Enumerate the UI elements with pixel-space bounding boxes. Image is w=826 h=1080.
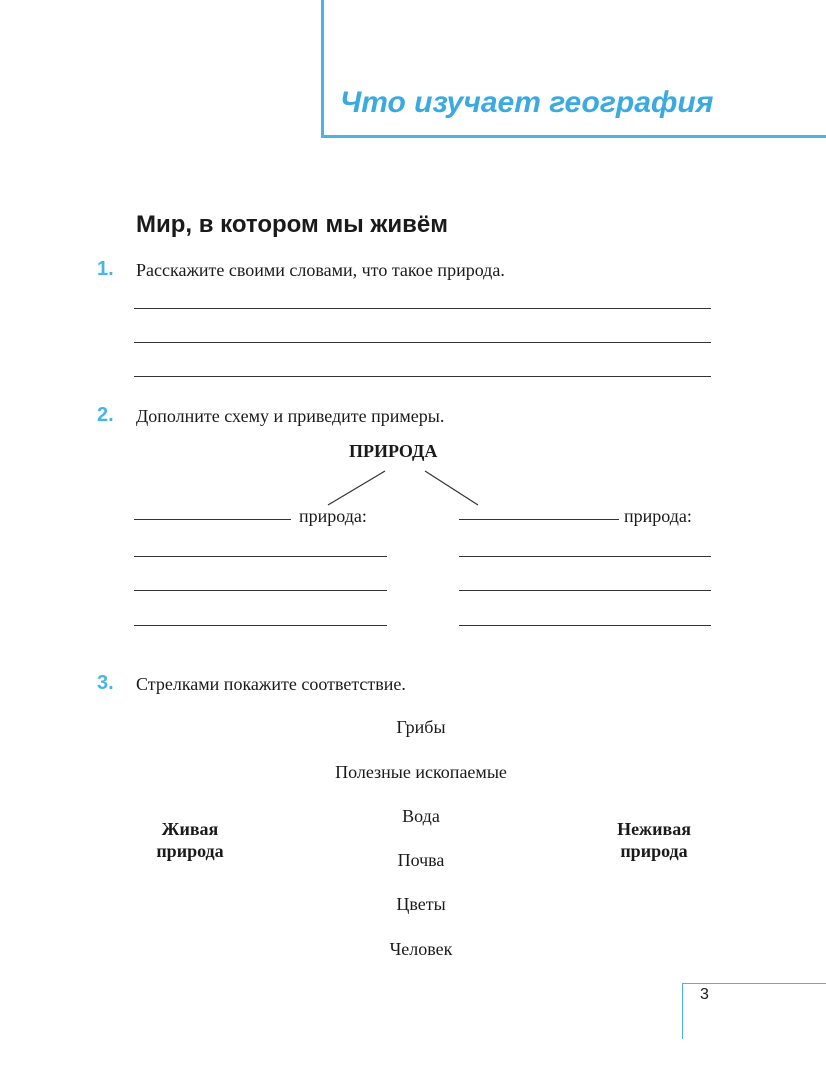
task-1-answer-line-2[interactable] (134, 342, 711, 343)
section-title: Мир, в котором мы живём (136, 211, 448, 238)
scheme-left-type-blank[interactable] (134, 519, 291, 520)
matching-item[interactable]: Грибы (396, 717, 446, 737)
scheme-left-example-line-2[interactable] (134, 590, 387, 591)
matching-right-category[interactable]: Неживая природа (617, 819, 691, 861)
matching-item[interactable]: Полезные ископаемые (335, 762, 507, 782)
task-3-number: 3. (97, 672, 114, 694)
matching-item[interactable]: Вода (402, 806, 440, 826)
matching-item[interactable]: Почва (397, 850, 445, 870)
task-1-number: 1. (97, 258, 114, 280)
scheme-right-example-line-1[interactable] (459, 556, 711, 557)
scheme-right-example-line-3[interactable] (459, 625, 711, 626)
scheme-connector-lines (320, 468, 490, 510)
scheme-left-example-line-3[interactable] (134, 625, 387, 626)
task-2-text: Дополните схему и приведите примеры. (136, 406, 445, 426)
page-number: 3 (700, 986, 709, 1003)
scheme-left-suffix: природа: (299, 506, 367, 526)
task-1-answer-line-3[interactable] (134, 376, 711, 377)
scheme-center-label: ПРИРОДА (349, 441, 438, 461)
scheme-right-branch (425, 471, 478, 505)
task-3-text: Стрелками покажите соответствие. (136, 674, 406, 694)
task-2-number: 2. (97, 404, 114, 426)
scheme-left-branch (328, 471, 385, 505)
scheme-left-example-line-1[interactable] (134, 556, 387, 557)
task-1-text: Расскажите своими словами, что такое природа. (136, 260, 505, 280)
scheme-right-suffix: природа: (624, 506, 692, 526)
scheme-right-example-line-2[interactable] (459, 590, 711, 591)
chapter-title: Что изучает география (340, 86, 714, 119)
matching-item[interactable]: Цветы (396, 894, 446, 914)
matching-item[interactable]: Человек (389, 939, 453, 959)
task-1-answer-line-1[interactable] (134, 308, 711, 309)
matching-left-category[interactable]: Живая природа (156, 819, 224, 861)
scheme-right-type-blank[interactable] (459, 519, 619, 520)
